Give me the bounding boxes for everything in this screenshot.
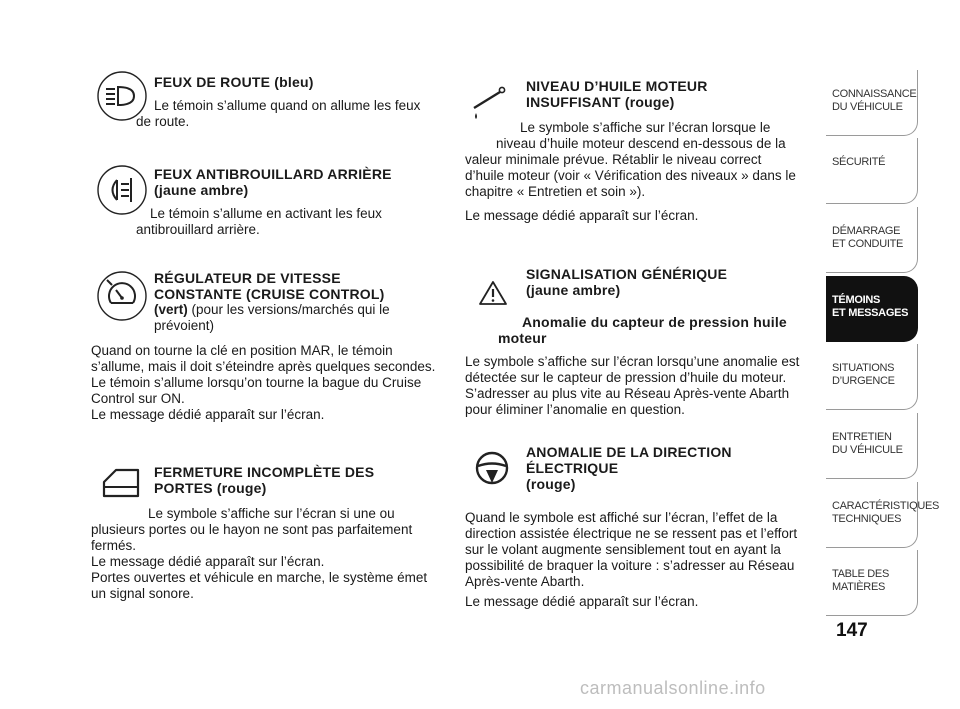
generic-title: (jaune ambre) (526, 282, 621, 298)
generic-title: SIGNALISATION GÉNÉRIQUE (526, 266, 728, 282)
door-text-line: plusieurs portes ou le hayon ne sont pas parfaitement (91, 522, 413, 537)
warning-triangle-icon (478, 280, 508, 306)
cruise-note: (pour les versions/marchés qui le (187, 302, 390, 317)
cruise-title: CONSTANTE (CRUISE CONTROL) (154, 286, 385, 302)
cruise-text-line: Control sur ON. (91, 391, 185, 406)
cruise-note: prévoient) (154, 318, 215, 333)
tab-caracteristiques[interactable]: CARACTÉRISTIQUES TECHNIQUES (826, 482, 918, 548)
steering-title: ANOMALIE DE LA DIRECTION (526, 444, 732, 460)
watermark: carmanualsonline.info (580, 678, 766, 698)
cruise-title: RÉGULATEUR DE VITESSE (154, 270, 341, 286)
high-beam-text-line: de route. (136, 114, 190, 129)
oil-level-icon (470, 80, 510, 120)
oil-text-line: Le message dédié apparaît sur l’écran. (465, 208, 699, 223)
generic-text-line: Le symbole s’affiche sur l’écran lorsqu’une anomalie est (465, 354, 800, 369)
cruise-text-line: Quand on tourne la clé en position MAR, le témoin (91, 343, 393, 358)
oil-title: INSUFFISANT (rouge) (526, 94, 675, 110)
door-text-line: fermés. (91, 538, 137, 553)
rear-fog-title: FEUX ANTIBROUILLARD ARRIÈRE (154, 166, 392, 182)
cruise-text-line: Le témoin s’allume lorsqu’on tourne la bague du Cruise (91, 375, 422, 390)
oil-text-line: Le symbole s’affiche sur l’écran lorsque le (520, 120, 771, 135)
tab-temoins[interactable]: TÉMOINS ET MESSAGES (826, 276, 918, 342)
door-title: PORTES (rouge) (154, 480, 267, 496)
tab-demarrage[interactable]: DÉMARRAGE ET CONDUITE (826, 207, 918, 273)
rear-fog-text-line: antibrouillard arrière. (136, 222, 260, 237)
generic-subtitle: Anomalie du capteur de pression huile (522, 314, 787, 330)
generic-text-line: détectée sur le capteur de pression d’huile du moteur. (465, 370, 787, 385)
cruise-control-icon (96, 270, 148, 322)
generic-text-line: S’adresser au plus vite au Réseau Après-vente Abarth (465, 386, 790, 401)
oil-text-line: d’huile moteur (voir « Vérification des niveaux » dans le (465, 168, 796, 183)
door-open-icon (100, 466, 142, 500)
high-beam-title: FEUX DE ROUTE (bleu) (154, 74, 314, 90)
door-text-line: Le symbole s’affiche sur l’écran si une ou (148, 506, 395, 521)
oil-text-line: valeur minimale prévue. Rétablir le niveau correct (465, 152, 762, 167)
tab-entretien[interactable]: ENTRETIEN DU VÉHICULE (826, 413, 918, 479)
rear-fog-text-line: Le témoin s’allume en activant les feux (150, 206, 382, 221)
steering-wheel-icon (474, 450, 510, 486)
tab-table[interactable]: TABLE DES MATIÈRES (826, 550, 918, 616)
tab-securite[interactable]: SÉCURITÉ (826, 138, 918, 204)
rear-fog-title: (jaune ambre) (154, 182, 249, 198)
steering-title: ÉLECTRIQUE (526, 460, 619, 476)
steering-text-line: Après-vente Abarth. (465, 574, 585, 589)
door-title: FERMETURE INCOMPLÈTE DES (154, 464, 375, 480)
generic-text-line: pour éliminer l’anomalie en question. (465, 402, 685, 417)
door-text-line: un signal sonore. (91, 586, 194, 601)
steering-text-line: Quand le symbole est affiché sur l’écran, l’effet de la (465, 510, 778, 525)
steering-title: (rouge) (526, 476, 576, 492)
cruise-color: (vert) (154, 302, 188, 317)
oil-title: NIVEAU D’HUILE MOTEUR (526, 78, 708, 94)
steering-text-line: sur le volant augmente sensiblement tout en ayant la (465, 542, 781, 557)
oil-text-line: chapitre « Entretien et soin »). (465, 184, 646, 199)
cruise-text-line: Le message dédié apparaît sur l’écran. (91, 407, 325, 422)
oil-text-line: niveau d’huile moteur descend en-dessous de la (496, 136, 786, 151)
page-number: 147 (836, 620, 868, 641)
door-text-line: Le message dédié apparaît sur l’écran. (91, 554, 325, 569)
steering-text-line: possibilité de braquer la voiture : s’adresser au Réseau (465, 558, 795, 573)
rear-fog-icon (96, 164, 148, 216)
tab-situations[interactable]: SITUATIONS D’URGENCE (826, 344, 918, 410)
high-beam-text-line: Le témoin s’allume quand on allume les feux (154, 98, 421, 113)
door-text-line: Portes ouvertes et véhicule en marche, le système émet (91, 570, 428, 585)
cruise-title-line3 (154, 302, 390, 318)
steering-text-line: direction assistée électrique ne se ressent pas et l’effort (465, 526, 798, 541)
tab-connaissance[interactable]: CONNAISSANCE DU VÉHICULE (826, 70, 918, 136)
generic-subtitle: moteur (498, 330, 547, 346)
steering-text-line: Le message dédié apparaît sur l’écran. (465, 594, 699, 609)
cruise-text-line: s’allume, mais il doit s’éteindre après quelques secondes. (91, 359, 436, 374)
